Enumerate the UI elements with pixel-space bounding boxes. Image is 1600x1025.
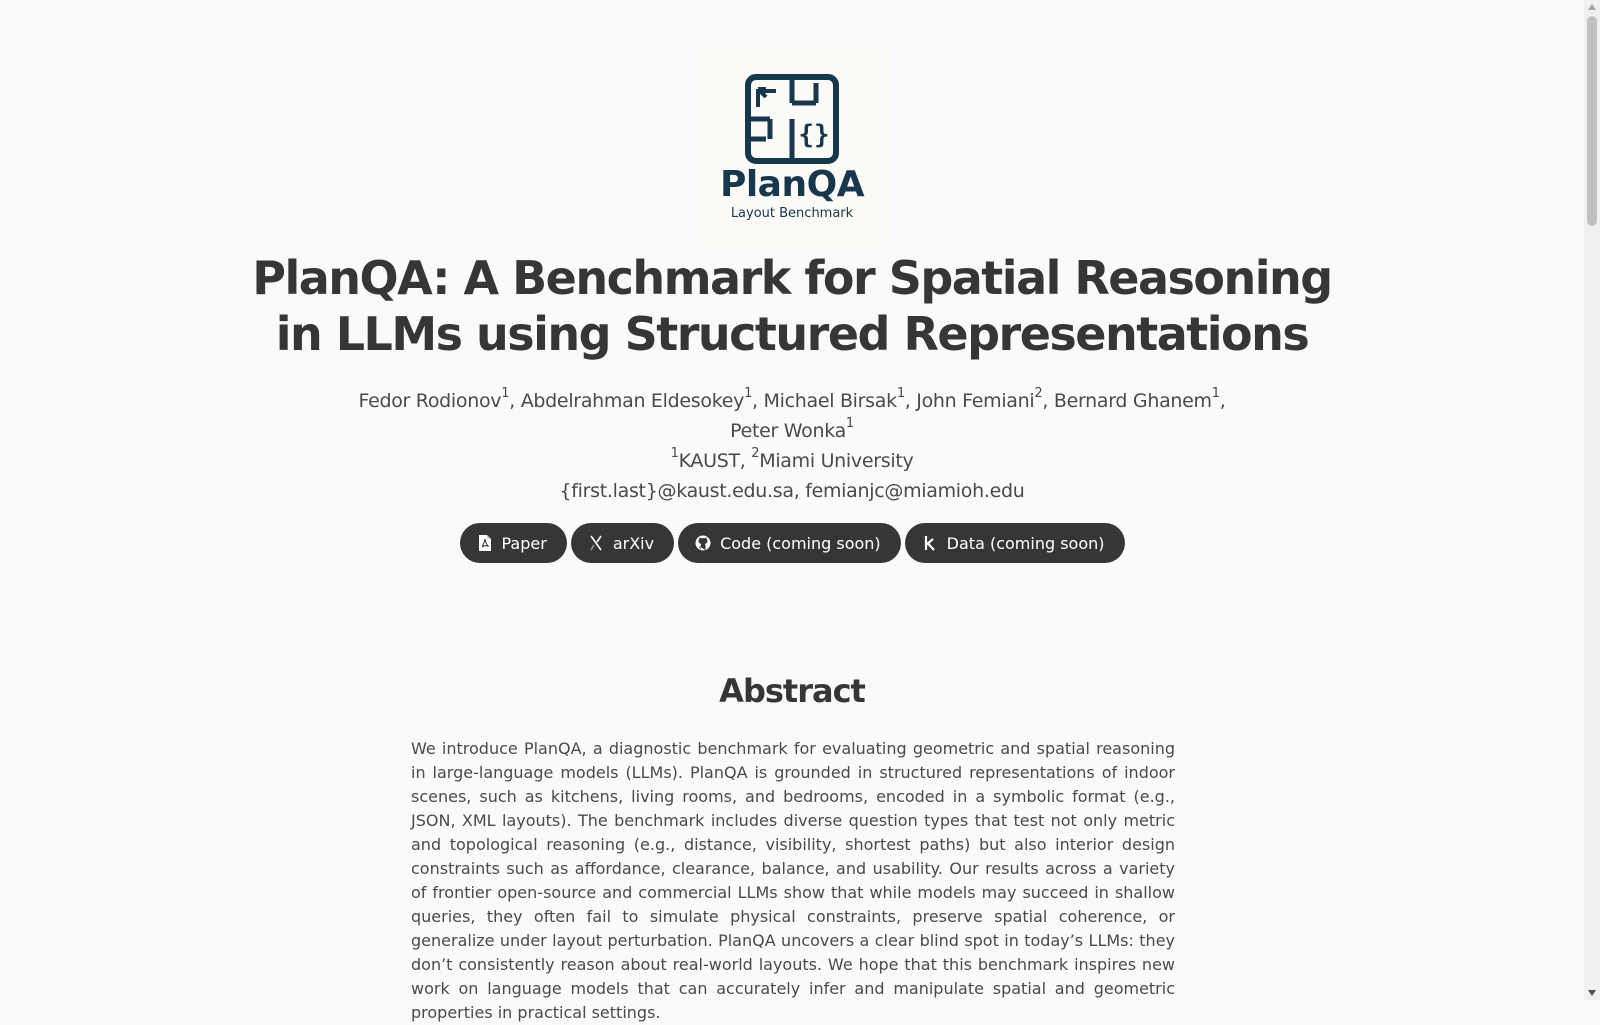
- title-line-1: PlanQA: A Benchmark for Spatial Reasoning: [252, 251, 1332, 305]
- code-button-label: Code (coming soon): [720, 533, 881, 553]
- title-line-2: in LLMs using Structured Representations: [275, 307, 1309, 361]
- affiliation-name: KAUST: [678, 450, 740, 472]
- author-affiliation: 2: [1034, 386, 1043, 401]
- author-name: Michael Birsak: [763, 390, 897, 412]
- logo-wordmark: PlanQA: [719, 164, 865, 205]
- data-button[interactable]: [905, 523, 1125, 563]
- affiliation-name: Miami University: [759, 450, 914, 472]
- arxiv-button[interactable]: [571, 523, 674, 563]
- author-name: John Femiani: [916, 390, 1035, 412]
- file-pdf-icon: [477, 535, 493, 551]
- author-affiliation: 1: [744, 386, 753, 401]
- scroll-down-icon[interactable]: [1588, 990, 1596, 996]
- code-button[interactable]: [678, 523, 901, 563]
- scrollbar-thumb[interactable]: [1587, 16, 1597, 226]
- abstract-heading: Abstract: [719, 672, 865, 710]
- paper-button[interactable]: [460, 523, 567, 563]
- abstract-text: We introduce PlanQA, a diagnostic benchmark for evaluating geometric and spatial reasoning in large-language models (LLMs). PlanQA is grounded in structured representations of indoor scenes, such as kitchens, living rooms, and bedrooms, encoded in a symbolic format (e.g., JSON, XML layouts). The benchmark includes diverse question types that test not only metric and topological reasoning (e.g., distance, visibility, shortest paths) but also interior design constraints such as affordance, clearance, balance, and usability. Our results across a variety of frontier open-source and commercial LLMs show that while models may succeed in shallow queries, they often fail to simulate physical constraints, preserve spatial coherence, or generalize under layout perturbation. PlanQA uncovers a clear blind spot in today’s LLMs: they don’t consistently reason about real-world layouts. We hope that this benchmark inspires new work on language models that can accurately infer and manipulate spatial and geometric properties in practical settings.: [411, 739, 1175, 1022]
- page-title: [200, 250, 1384, 362]
- link-buttons: [0, 523, 1584, 563]
- author-name: Abdelrahman Eldesokey: [520, 390, 745, 412]
- github-icon: [695, 535, 711, 551]
- logo-subtitle: Layout Benchmark: [730, 206, 854, 221]
- author-name: Fedor Rodionov: [358, 390, 502, 412]
- contact-email: {first.last}@kaust.edu.sa, femianjc@miamioh.edu: [559, 480, 1025, 502]
- author-affiliation: 1: [845, 416, 854, 431]
- author-affiliation: 1: [501, 386, 510, 401]
- author-affiliation: 1: [896, 386, 905, 401]
- paper-button-label: Paper: [501, 533, 547, 553]
- author-list: Fedor Rodionov$^1$, Abdelrahman Eldesokey$^1$, Michael Birsak$^1$, John Femiani$^2$, Bernard Ghanem$^1$, Peter Wonka$^1$: [358, 386, 1226, 442]
- affiliation-list: $^1$KAUST, $^2$Miami University: [670, 446, 914, 472]
- svg-text:{}: {}: [798, 120, 830, 150]
- scroll-up-icon[interactable]: [1588, 4, 1596, 10]
- floorplan-braces-icon: [744, 73, 840, 165]
- author-affiliation: 1: [1211, 386, 1220, 401]
- arxiv-icon: [588, 535, 604, 551]
- arxiv-button-label: arXiv: [612, 533, 655, 553]
- affiliation-number: 2: [751, 446, 760, 461]
- kaggle-icon: [922, 535, 938, 551]
- author-name: Bernard Ghanem: [1053, 390, 1212, 412]
- vertical-scrollbar[interactable]: [1584, 0, 1600, 1000]
- data-button-label: Data (coming soon): [946, 533, 1105, 553]
- affiliation-number: 1: [670, 446, 679, 461]
- author-name: Peter Wonka: [730, 420, 846, 442]
- planqa-logo: [692, 48, 892, 246]
